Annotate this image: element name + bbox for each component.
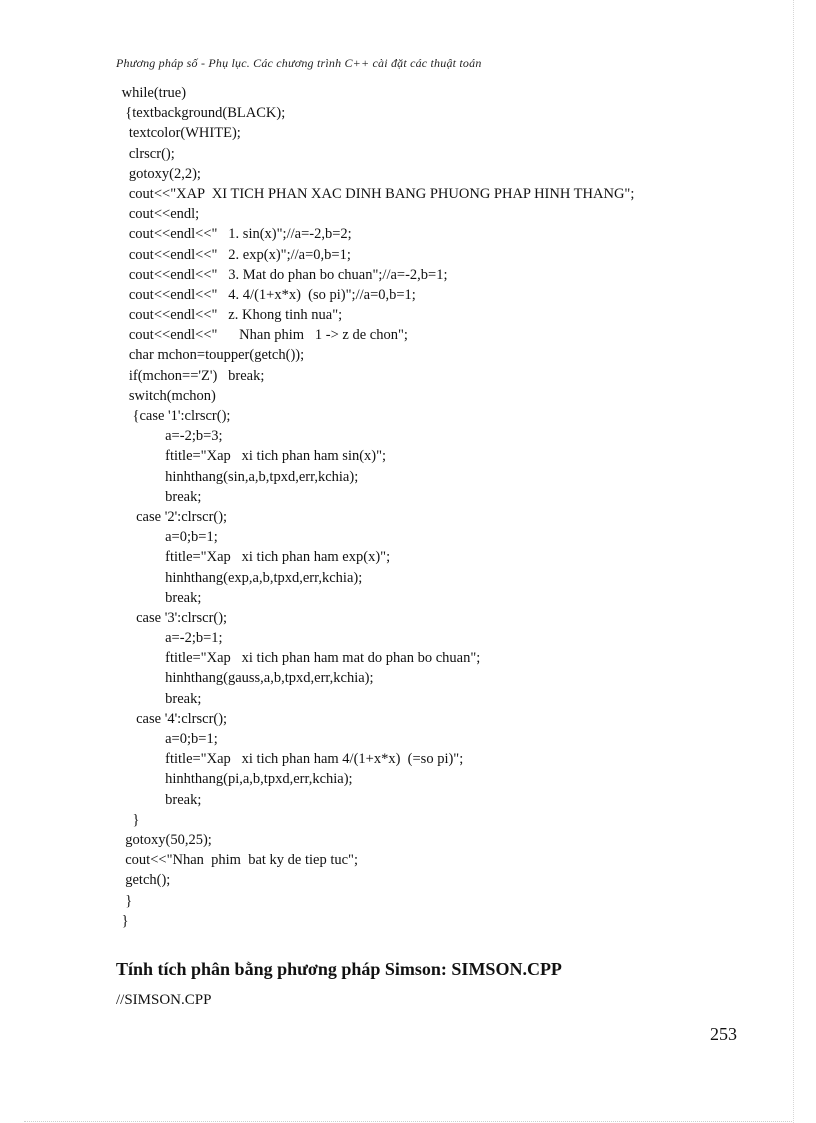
running-header: Phương pháp số - Phụ lục. Các chương trình C++ cài đặt các thuật toán xyxy=(116,56,482,70)
code-line: case '3':clrscr(); xyxy=(118,609,228,626)
code-line: gotoxy(50,25); xyxy=(118,831,212,848)
code-line: clrscr(); xyxy=(118,145,175,162)
code-line: hinhthang(pi,a,b,tpxd,err,kchia); xyxy=(118,771,353,788)
page-number: 253 xyxy=(710,1024,737,1044)
code-line: } xyxy=(118,912,129,929)
code-line: cout<<"XAP XI TICH PHAN XAC DINH BANG PHUONG PHAP HINH THANG"; xyxy=(118,185,635,202)
code-line: cout<<endl<<" z. Khong tinh nua"; xyxy=(118,307,343,324)
code-line: a=-2;b=3; xyxy=(118,428,223,445)
code-line: case '2':clrscr(); xyxy=(118,508,228,525)
code-line: cout<<endl<<" 4. 4/(1+x*x) (so pi)";//a=0,b=1; xyxy=(118,286,416,303)
code-line: cout<<endl; xyxy=(118,206,200,223)
code-line: {textbackground(BLACK); xyxy=(118,105,286,122)
code-line: break; xyxy=(118,589,202,606)
code-line: switch(mchon) xyxy=(118,387,216,404)
code-line: a=-2;b=1; xyxy=(118,630,223,647)
code-line: {case '1':clrscr(); xyxy=(118,408,231,424)
code-line: break; xyxy=(118,791,202,808)
page-bottom-border xyxy=(24,1121,792,1122)
code-line: ftitle="Xap xi tich phan ham 4/(1+x*x) (=so pi)"; xyxy=(118,751,464,768)
code-line: hinhthang(sin,a,b,tpxd,err,kchia); xyxy=(118,468,359,485)
code-line: textcolor(WHITE); xyxy=(118,125,241,142)
code-line: cout<<endl<<" 3. Mat do phan bo chuan";//a=-2,b=1; xyxy=(118,266,448,283)
code-line: gotoxy(2,2); xyxy=(118,165,201,182)
code-line: while(true) xyxy=(118,85,187,101)
section-title: Tính tích phân bằng phương pháp Simson: SIMSON.CPP xyxy=(116,959,562,979)
code-line: ftitle="Xap xi tich phan ham mat do phan bo chuan"; xyxy=(118,650,481,667)
code-line: hinhthang(exp,a,b,tpxd,err,kchia); xyxy=(118,569,363,586)
code-listing xyxy=(118,83,634,931)
code-line: cout<<endl<<" 1. sin(x)";//a=-2,b=2; xyxy=(118,226,352,243)
code-line: if(mchon=='Z') break; xyxy=(118,367,265,384)
code-comment-line: //SIMSON.CPP xyxy=(116,992,212,1008)
code-line: break; xyxy=(118,488,202,505)
code-line: break; xyxy=(118,690,202,707)
code-line: char mchon=toupper(getch()); xyxy=(118,347,305,364)
code-line: a=0;b=1; xyxy=(118,529,218,546)
code-line: case '4':clrscr(); xyxy=(118,710,228,727)
code-line: } xyxy=(118,811,140,828)
code-line: getch(); xyxy=(118,872,171,889)
code-line: } xyxy=(118,892,133,909)
code-line: ftitle="Xap xi tich phan ham exp(x)"; xyxy=(118,549,391,566)
page-right-border xyxy=(793,0,794,1123)
code-line: cout<<"Nhan phim bat ky de tiep tuc"; xyxy=(118,852,359,869)
code-line: hinhthang(gauss,a,b,tpxd,err,kchia); xyxy=(118,670,374,687)
code-line: ftitle="Xap xi tich phan ham sin(x)"; xyxy=(118,448,387,465)
code-line: a=0;b=1; xyxy=(118,731,218,747)
code-line: cout<<endl<<" Nhan phim 1 -> z de chon"; xyxy=(118,327,408,344)
code-line: cout<<endl<<" 2. exp(x)";//a=0,b=1; xyxy=(118,246,351,263)
